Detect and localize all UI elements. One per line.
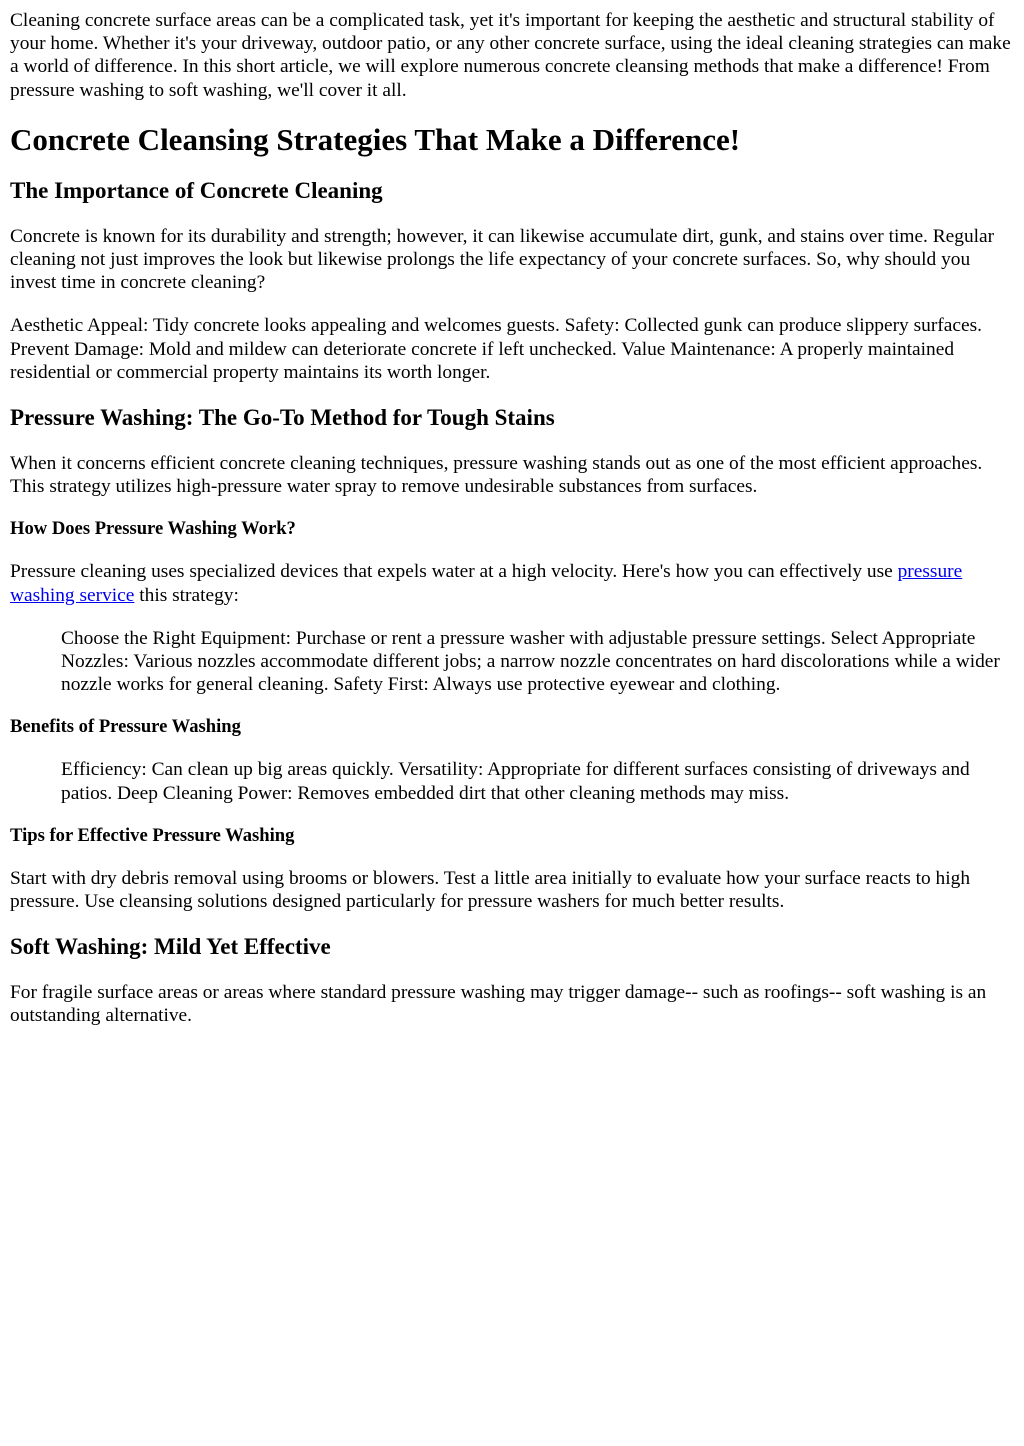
how-steps-quote [61, 627, 1014, 697]
benefits-heading: Benefits of Pressure Washing [10, 716, 241, 738]
intro-paragraph: Cleaning concrete surface areas can be a complicated task, yet it's important for keeping the aesthetic and structural stability of your home. Whether it's your driveway, outdoor patio, or any other concrete surface, using the ideal cleaning strategies can make a world of difference. In this short article, we will explore numerous concrete cleansing methods that make a difference! From pressure washing to soft washing, we'll cover it all. [10, 10, 1011, 101]
tips-heading: Tips for Effective Pressure Washing [10, 824, 295, 846]
pressure-washing-heading: Pressure Washing: The Go-To Method for Tough Stains [10, 405, 555, 431]
soft-washing-heading: Soft Washing: Mild Yet Effective [10, 934, 331, 960]
how-text-after: this strategy: [134, 584, 239, 606]
how-pressure-washing-works-heading: How Does Pressure Washing Work? [10, 518, 296, 540]
importance-paragraph-1: Concrete is known for its durability and strength; however, it can likewise accumulate dirt, gunk, and stains over time. Regular cleaning not just improves the look but likewise prolongs the life expectancy of your concrete surfaces. So, why should you invest time in concrete cleaning? [10, 225, 995, 294]
page-title: Concrete Cleansing Strategies That Make a Difference! [10, 121, 741, 157]
benefits-quote-text: Efficiency: Can clean up big areas quickly. Versatility: Appropriate for different surfaces consisting of driveways and patios. Deep Cleaning Power: Removes embedded dirt that other cleaning methods may miss. [61, 759, 970, 804]
how-pressure-washing-works-paragraph [10, 560, 1014, 606]
how-text-before: Pressure cleaning uses specialized devices that expels water at a high velocity. Here's how you can effectively use [10, 561, 898, 583]
benefits-quote [61, 758, 1014, 804]
pressure-washing-paragraph: When it concerns efficient concrete cleaning techniques, pressure washing stands out as one of the most efficient approaches. This strategy utilizes high-pressure water spray to remove undesirable substances from surfaces. [10, 453, 983, 498]
importance-paragraph-2: Aesthetic Appeal: Tidy concrete looks appealing and welcomes guests. Safety: Collected gunk can produce slippery surfaces. Prevent Damage: Mold and mildew can deteriorate concrete if left unchecked. Value Maintenance: A properly maintained residential or commercial property maintains its worth longer. [10, 315, 982, 383]
how-steps-quote-text: Choose the Right Equipment: Purchase or rent a pressure washer with adjustable pressure settings. Select Appropriate Nozzles: Various nozzles accommodate different jobs; a narrow nozzle concentrates on hard discolorations while a wider nozzle works for general cleaning. Safety First: Always use protective eyewear and clothing. [61, 627, 1000, 696]
tips-paragraph: Start with dry debris removal using brooms or blowers. Test a little area initially to evaluate how your surface reacts to high pressure. Use cleansing solutions designed particularly for pressure washers for much better results. [10, 867, 971, 913]
importance-heading: The Importance of Concrete Cleaning [10, 177, 383, 203]
soft-washing-paragraph: For fragile surface areas or areas where standard pressure washing may trigger damage-- such as roofings-- soft washing is an outstanding alternative. [10, 982, 987, 1027]
pressure-washing-service-link[interactable]: pressure washing service [10, 561, 963, 606]
